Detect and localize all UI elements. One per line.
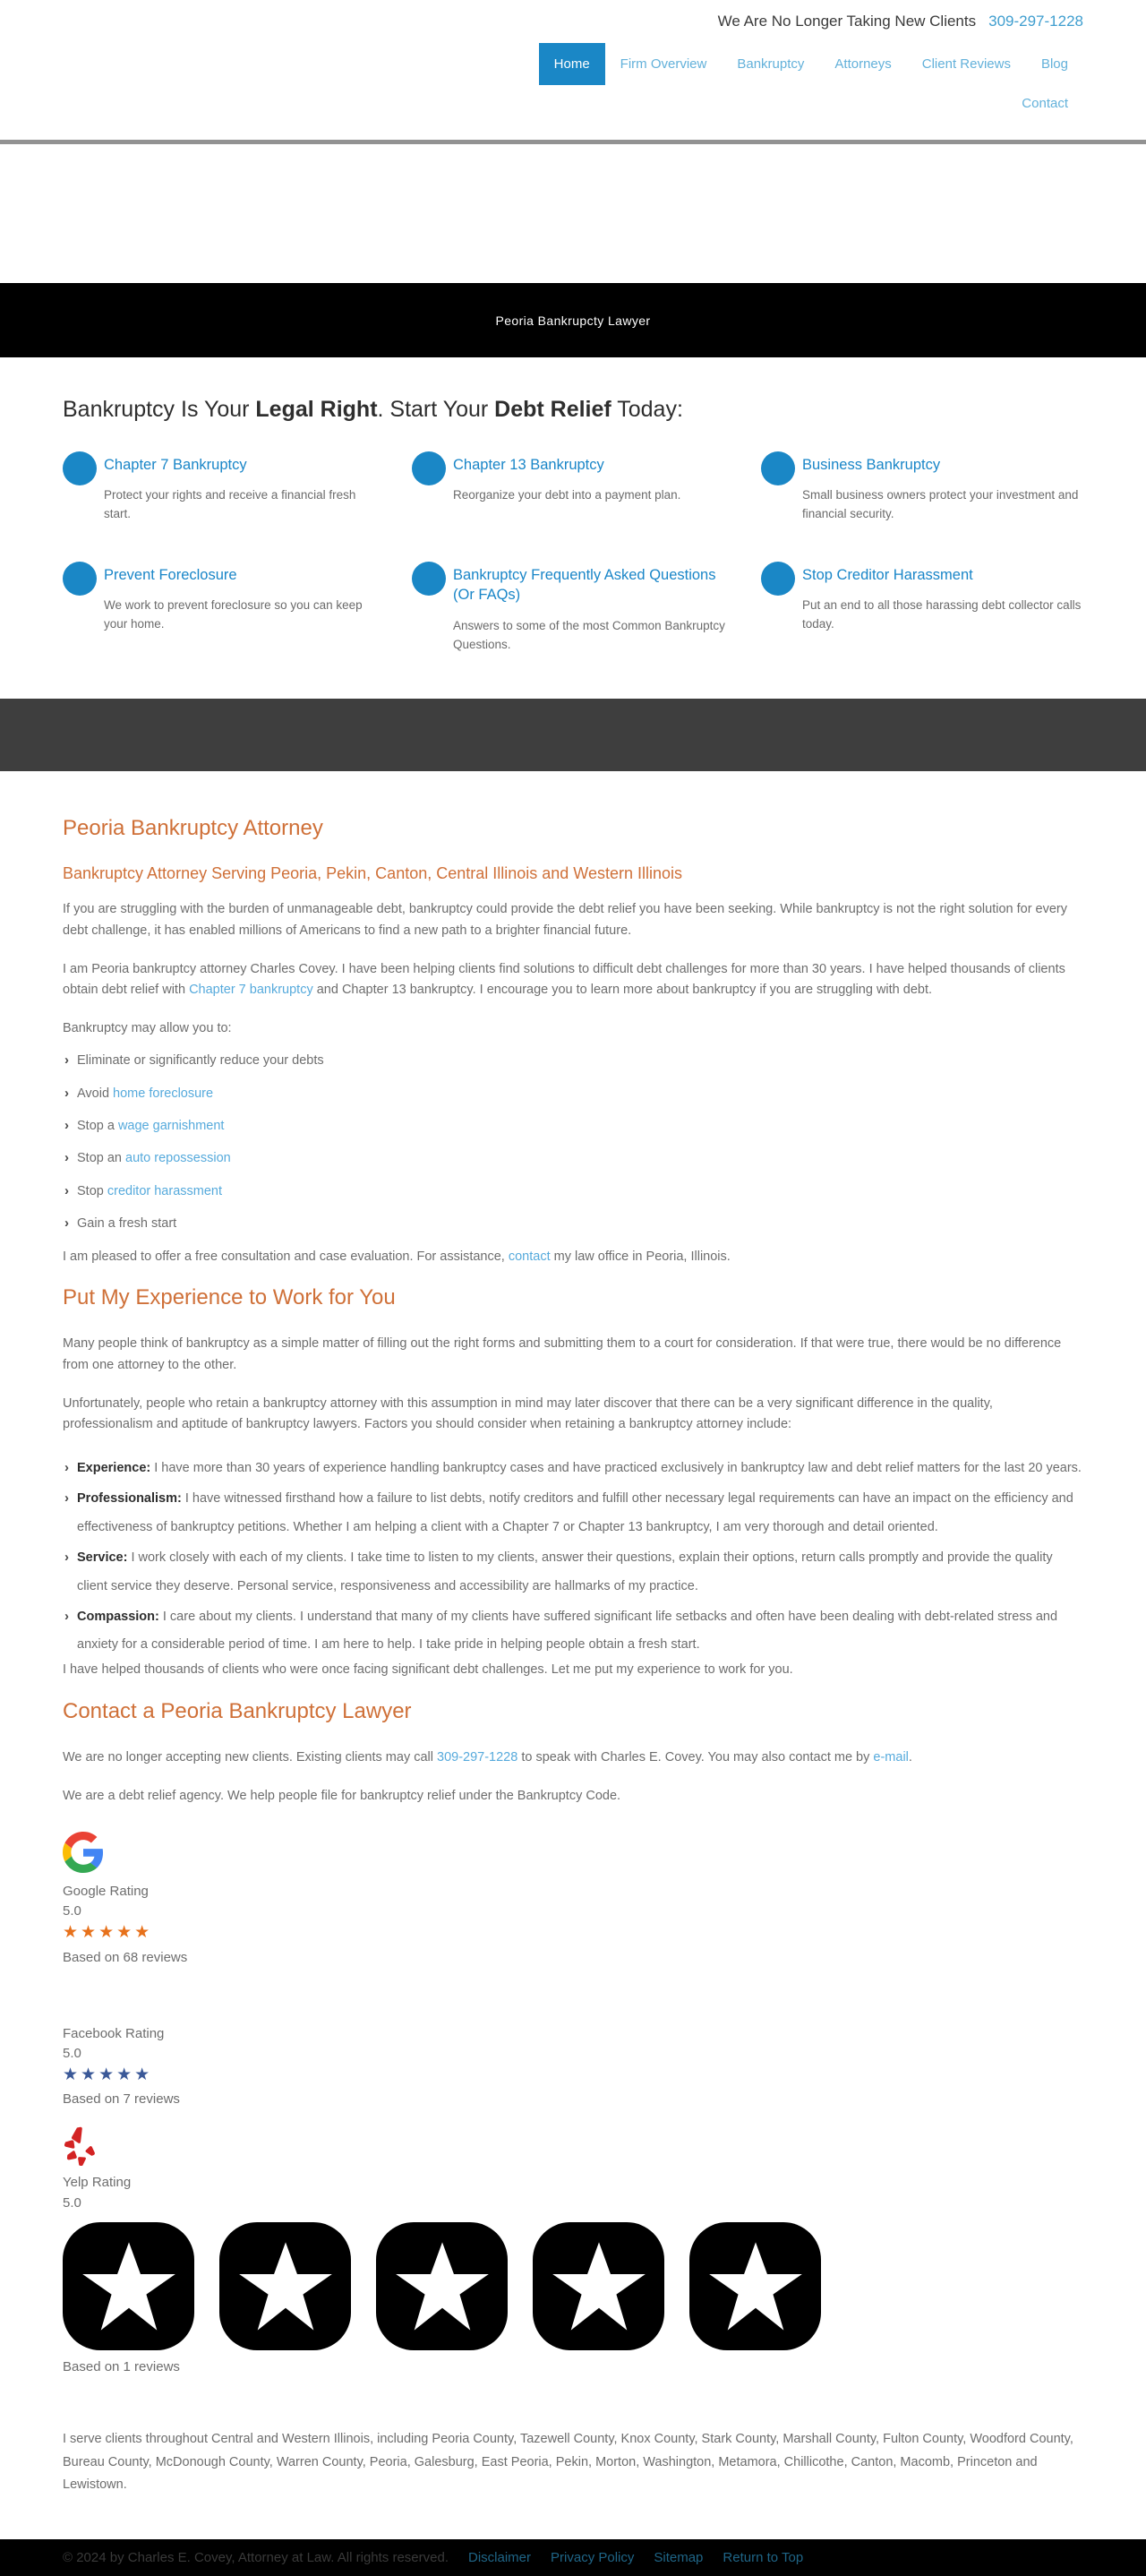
main-content (63, 771, 1083, 2496)
list-item (64, 1453, 1083, 1483)
nav-item-firm-overview[interactable]: Firm Overview (620, 56, 707, 72)
page-banner (0, 283, 1146, 357)
bullet-circle-icon (412, 562, 446, 596)
list-item (64, 1601, 1083, 1661)
star-icon (689, 2222, 821, 2350)
benefit-text: Avoid (77, 1086, 114, 1101)
logo-area-blank (0, 144, 1146, 283)
experience-section-title: Put My Experience to Work for You (63, 1285, 396, 1310)
chevron-right-icon: › (64, 1085, 69, 1101)
site-footer (0, 2539, 1146, 2576)
chevron-right-icon: › (64, 1215, 69, 1231)
yelp-review-block (63, 2126, 1083, 2374)
list-item (64, 1149, 1083, 1167)
list-item (64, 1117, 1083, 1135)
intro-paragraph-2 (63, 959, 1083, 1000)
feature-faqs (412, 565, 734, 654)
intro-paragraph-1: If you are struggling with the burden of unmanageable debt, bankruptcy could provide the debt relief you have been seeking. While bankruptcy is not the right solution for every debt challenge, it has enabled millions of Americans to find a new path to a brighter financial future. (63, 902, 1068, 938)
page-subtitle: Bankruptcy Attorney Serving Peoria, Pekin, Canton, Central Illinois and Western Illinois (63, 864, 683, 883)
facebook-review-block (63, 2024, 1083, 2108)
closing-paragraph: I have helped thousands of clients who were once facing significant debt challenges. Let me put my experience to work for you. (63, 1662, 793, 1678)
wage-garnishment-link[interactable]: wage garnishment (117, 1119, 225, 1134)
footer-link-return-to-top[interactable]: Return to Top (723, 2550, 804, 2566)
factor-label: Experience: (77, 1461, 151, 1476)
benefit-text: Gain a fresh start (77, 1215, 177, 1231)
footer-link-sitemap[interactable]: Sitemap (654, 2550, 704, 2566)
star-icon (219, 2222, 351, 2350)
no-new-clients-notice: We Are No Longer Taking New Clients (717, 13, 977, 30)
factor-text: I have more than 30 years of experience handling bankruptcy cases and have practiced exclusively in bankruptcy law and debt relief matters for the last 20 years. (150, 1461, 1082, 1476)
header-phone-link[interactable]: 309-297-1228 (988, 13, 1083, 30)
chevron-right-icon: › (64, 1460, 69, 1476)
hero-section (63, 357, 1083, 654)
headline-part: Today: (611, 397, 683, 422)
consultation-paragraph (63, 1247, 1083, 1267)
bullet-circle-icon (63, 451, 97, 485)
service-area-block (63, 2428, 1083, 2496)
feature-link-stop-creditor-harassment[interactable]: Stop Creditor Harassment (802, 567, 973, 584)
reviews-section (63, 1832, 1083, 2374)
feature-desc: Small business owners protect your investment and financial security. (802, 488, 1079, 521)
feature-desc: We work to prevent foreclosure so you can keep your home. (104, 598, 363, 631)
facebook-review-count: Based on 7 reviews (63, 2091, 180, 2108)
feature-link-chapter-13[interactable]: Chapter 13 Bankruptcy (453, 457, 604, 473)
feature-desc: Put an end to all those harassing debt collector calls today. (802, 598, 1082, 631)
feature-grid (63, 455, 1083, 654)
factor-text: I care about my clients. I understand that many of my clients have suffered significant life setbacks and often have been dealing with debt-related stress and anxiety for a considerable period of time. I am here to help. I take pride in helping people obtain a fresh start. (77, 1609, 1058, 1653)
main-nav-row2 (63, 87, 1083, 124)
chevron-right-icon: › (64, 1118, 69, 1134)
factor-label: Compassion: (77, 1609, 159, 1624)
footer-link-privacy-policy[interactable]: Privacy Policy (551, 2550, 635, 2566)
main-nav (63, 43, 1083, 85)
benefits-intro: Bankruptcy may allow you to: (63, 1021, 232, 1036)
service-area-paragraph: I serve clients throughout Central and Western Illinois, including Peoria County, Tazewell County, Knox County, Stark County, Marshall County, Fulton County, Woodford County, Bureau County, McDonough County, Warren County, Peoria, Galesburg, East Peoria, Pekin, Morton, Washington, Metamora, Chillicothe, Canton, Macomb, Princeton and Lewistown. (63, 2432, 1073, 2493)
paragraph-text: my law office in Peoria, Illinois. (550, 1249, 731, 1265)
headline-legal-right: Legal Right (255, 397, 378, 422)
headline-part: . Start Your (377, 397, 495, 422)
factors-list (64, 1453, 1083, 1660)
creditor-harassment-link[interactable]: creditor harassment (107, 1183, 222, 1198)
benefit-text: Stop (77, 1183, 107, 1198)
contact-link[interactable]: contact (508, 1249, 551, 1265)
nav-item-bankruptcy[interactable]: Bankruptcy (737, 56, 805, 72)
chevron-right-icon: › (64, 1490, 69, 1507)
bullet-circle-icon (761, 451, 795, 485)
chevron-right-icon: › (64, 1182, 69, 1198)
hero-headline (63, 397, 1083, 423)
list-item (64, 1215, 1083, 1232)
feature-desc: Reorganize your debt into a payment plan. (453, 488, 681, 502)
experience-paragraph-1: Many people think of bankruptcy as a simple matter of filling out the right forms and submitting them to a court for consideration. If that were true, there would be no difference from one attorney to the other. (63, 1336, 1062, 1372)
headline-part: Bankruptcy Is Your (63, 397, 256, 422)
feature-chapter-7 (63, 455, 385, 524)
nav-item-blog[interactable]: Blog (1040, 56, 1068, 72)
chevron-right-icon: › (64, 1150, 69, 1166)
list-item (64, 1542, 1083, 1601)
contact-phone-link[interactable]: 309-297-1228 (437, 1749, 518, 1765)
factor-label: Professionalism: (77, 1491, 182, 1507)
paragraph-text: to speak with Charles E. Covey. You may also contact me by (517, 1749, 874, 1765)
feature-chapter-13 (412, 455, 734, 524)
headline-debt-relief: Debt Relief (494, 397, 611, 422)
nav-item-home[interactable]: Home (539, 43, 605, 85)
benefit-text: Stop a (77, 1119, 118, 1134)
factor-text: I work closely with each of my clients. I take time to listen to my clients, answer their questions, explain their options, return calls promptly and provide the quality client service they deserve. Personal service, responsiveness and accessibility are hallmarks of my practice. (77, 1550, 1053, 1593)
header-topline (63, 9, 1083, 30)
footer-link-disclaimer[interactable]: Disclaimer (468, 2550, 532, 2566)
feature-business-bankruptcy (761, 455, 1083, 524)
nav-item-client-reviews[interactable]: Client Reviews (921, 56, 1011, 72)
list-item (64, 1182, 1083, 1200)
paragraph-text: I am pleased to offer a free consultation and case evaluation. For assistance, (63, 1249, 509, 1265)
benefit-text: Eliminate or significantly reduce your debts (77, 1053, 324, 1069)
yelp-review-count: Based on 1 reviews (63, 2359, 180, 2375)
auto-repossession-link[interactable]: auto repossession (125, 1151, 231, 1166)
facebook-rating-label: Facebook Rating (63, 2025, 165, 2041)
star-icon (533, 2222, 664, 2350)
contact-section-title: Contact a Peoria Bankruptcy Lawyer (63, 1698, 412, 1723)
chevron-right-icon: › (64, 1549, 69, 1565)
paragraph-text: . (908, 1749, 912, 1765)
feature-stop-creditor-harassment (761, 565, 1083, 654)
google-logo-icon (63, 1832, 104, 1873)
factor-text: I have witnessed firsthand how a failure to list debts, notify creditors and fulfill other necessary legal requirements can have an impact on the efficiency and effectiveness of bankruptcy petitions. Whether I am helping a client with a Chapter 7 or Chapter 13 bankruptcy, I am very thorough and detail oriented. (77, 1491, 1073, 1534)
yelp-rating-label: Yelp Rating (63, 2175, 132, 2191)
feature-prevent-foreclosure (63, 565, 385, 654)
dark-gray-band (0, 699, 1146, 771)
bullet-circle-icon (412, 451, 446, 485)
list-item (64, 1483, 1083, 1542)
paragraph-text: We are no longer accepting new clients. Existing clients may call (63, 1749, 438, 1765)
feature-link-prevent-foreclosure[interactable]: Prevent Foreclosure (104, 567, 237, 584)
experience-paragraph-2: Unfortunately, people who retain a bankruptcy attorney with this assumption in mind may later discover that there can be a very significant difference in the quality, professionalism and aptitude of bankruptcy lawyers. Factors you should consider when retaining a bankruptcy attorney include: (63, 1395, 993, 1431)
nav-item-contact[interactable]: Contact (1022, 96, 1068, 111)
chevron-right-icon: › (64, 1052, 69, 1069)
debt-relief-agency-paragraph: We are a debt relief agency. We help people file for bankruptcy relief under the Bankruptcy Code. (63, 1788, 621, 1803)
spacer (0, 654, 1146, 699)
paragraph-text: I am Peoria bankruptcy attorney Charles Covey. I have been helping clients find solutions to difficult debt challenges for more than 30 years. I have helped thousands of clients obtain debt relief with (63, 961, 1065, 998)
star-icon (63, 2222, 194, 2350)
paragraph-text: and Chapter 13 bankruptcy. I encourage you to learn more about bankruptcy if you are struggling with debt. (312, 983, 933, 998)
chapter-7-link[interactable]: Chapter 7 bankruptcy (189, 983, 313, 998)
google-rating-label: Google Rating (63, 1883, 149, 1899)
list-item (64, 1085, 1083, 1103)
email-link[interactable]: e-mail (873, 1749, 909, 1765)
list-item (64, 1052, 1083, 1069)
yelp-big-stars (63, 2222, 1083, 2350)
facebook-rating-score: 5.0 (63, 2046, 81, 2062)
contact-paragraph (63, 1747, 1083, 1768)
google-stars: ★★★★★ (63, 1922, 153, 1942)
page-title: Peoria Bankruptcy Attorney (63, 816, 323, 841)
bullet-circle-icon (63, 562, 97, 596)
feature-desc: Answers to some of the most Common Bankruptcy Questions. (453, 618, 725, 651)
chevron-right-icon: › (64, 1608, 69, 1624)
feature-link-business-bankruptcy[interactable]: Business Bankruptcy (802, 457, 941, 473)
site-header (0, 0, 1146, 144)
bullet-circle-icon (761, 562, 795, 596)
google-rating-score: 5.0 (63, 1903, 81, 1919)
feature-link-faqs[interactable]: Bankruptcy Frequently Asked Questions (Or FAQs) (453, 567, 716, 604)
yelp-rating-score: 5.0 (63, 2194, 81, 2211)
facebook-stars: ★★★★★ (63, 2065, 153, 2084)
home-foreclosure-link[interactable]: home foreclosure (113, 1086, 214, 1101)
spacer (0, 2496, 1146, 2539)
star-icon (376, 2222, 508, 2350)
feature-desc: Protect your rights and receive a financial fresh start. (104, 488, 356, 521)
feature-link-chapter-7[interactable]: Chapter 7 Bankruptcy (104, 457, 247, 473)
banner-title: Peoria Bankrupcty Lawyer (495, 313, 651, 328)
nav-item-attorneys[interactable]: Attorneys (834, 56, 892, 72)
google-review-count: Based on 68 reviews (63, 1949, 188, 1965)
benefit-text: Stop an (77, 1151, 126, 1166)
google-review-block (63, 1832, 1083, 1965)
benefits-list (64, 1052, 1083, 1232)
yelp-logo-icon (63, 2126, 97, 2166)
factor-label: Service: (77, 1550, 128, 1565)
copyright-text: © 2024 by Charles E. Covey, Attorney at Law. All rights reserved. (63, 2550, 449, 2566)
